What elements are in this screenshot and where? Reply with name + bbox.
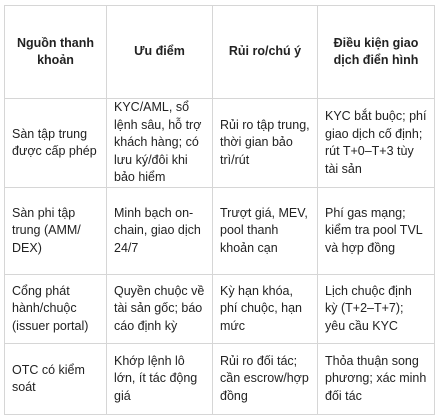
table-row	[5, 275, 435, 344]
cell-risks: Rủi ro đối tác; cần escrow/hợp đồng	[213, 344, 318, 415]
cell-risks: Rủi ro tập trung, thời gian bảo trì/rút	[213, 99, 318, 188]
cell-advantages: Minh bạch on-chain, giao dịch 24/7	[107, 188, 213, 275]
cell-advantages: KYC/AML, sổ lệnh sâu, hỗ trợ khách hàng; có lưu ký/đôi khi bảo hiểm	[107, 99, 213, 188]
cell-risks: Trượt giá, MEV, pool thanh khoản cạn	[213, 188, 318, 275]
table-header-row	[5, 6, 435, 99]
table-row	[5, 188, 435, 275]
cell-conditions: Thỏa thuận song phương; xác minh đối tác	[318, 344, 435, 415]
header-advantages: Ưu điểm	[107, 6, 213, 99]
cell-risks: Kỳ hạn khóa, phí chuộc, hạn mức	[213, 275, 318, 344]
header-risks: Rủi ro/chú ý	[213, 6, 318, 99]
table-row	[5, 99, 435, 188]
cell-source: OTC có kiểm soát	[5, 344, 107, 415]
cell-advantages: Khớp lệnh lô lớn, ít tác động giá	[107, 344, 213, 415]
liquidity-sources-table	[4, 5, 435, 415]
header-liquidity-source: Nguồn thanh khoản	[5, 6, 107, 99]
cell-advantages: Quyền chuộc về tài sản gốc; báo cáo định kỳ	[107, 275, 213, 344]
cell-conditions: KYC bắt buộc; phí giao dịch cố định; rút T+0–T+3 tùy tài sản	[318, 99, 435, 188]
cell-conditions: Phí gas mạng; kiểm tra pool TVL và hợp đồng	[318, 188, 435, 275]
header-trading-conditions: Điều kiện giao dịch điển hình	[318, 6, 435, 99]
cell-conditions: Lịch chuộc định kỳ (T+2–T+7); yêu cầu KYC	[318, 275, 435, 344]
cell-source: Sàn tập trung được cấp phép	[5, 99, 107, 188]
table-row	[5, 344, 435, 415]
cell-source: Cổng phát hành/chuộc (issuer portal)	[5, 275, 107, 344]
cell-source: Sàn phi tập trung (AMM/ DEX)	[5, 188, 107, 275]
liquidity-table-container	[4, 5, 435, 415]
